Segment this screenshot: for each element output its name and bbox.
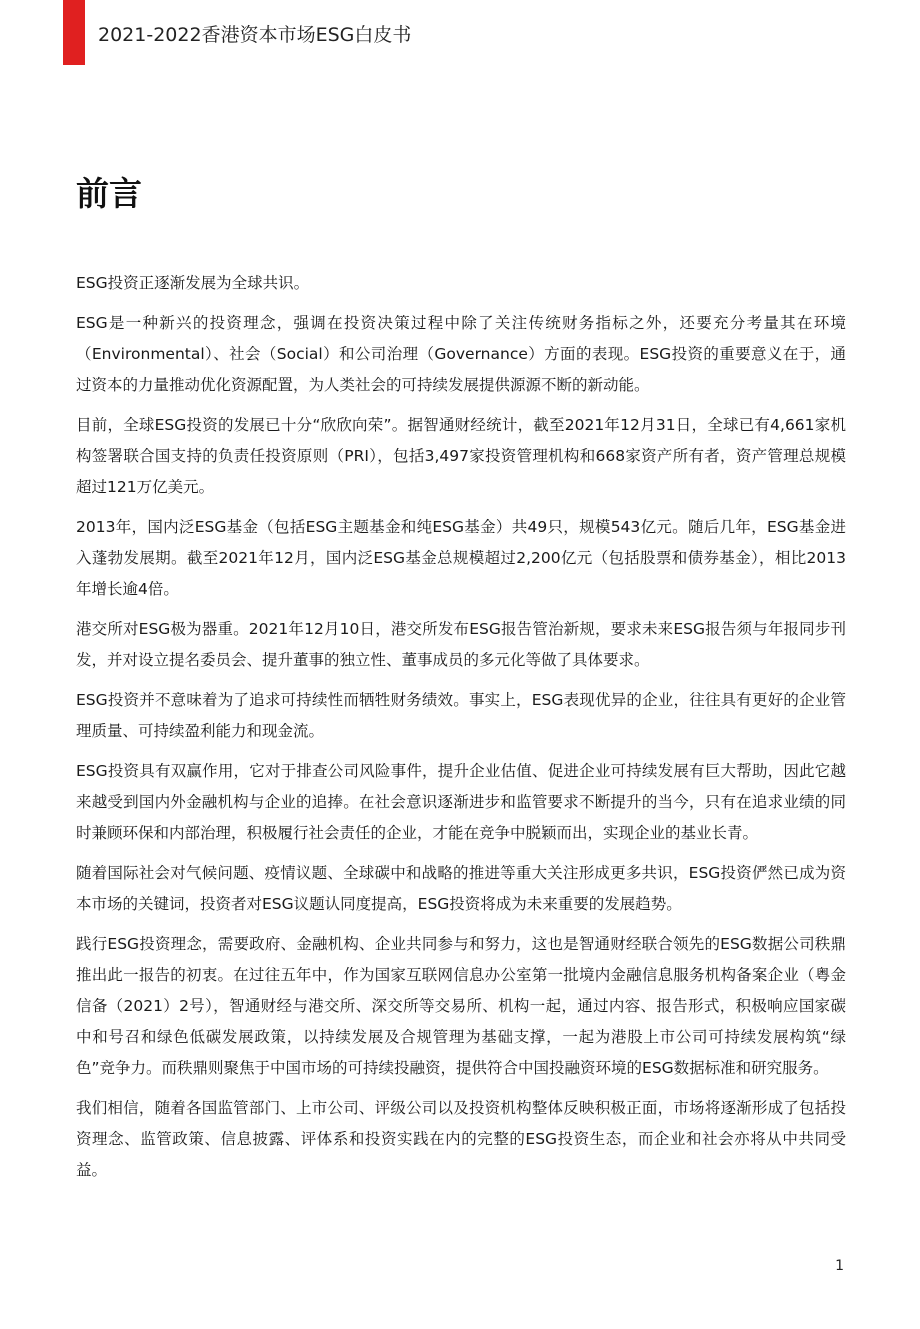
paragraph: 践行ESG投资理念，需要政府、金融机构、企业共同参与和努力，这也是智通财经联合领先的ESG数据公司秩鼎推出此一报告的初衷。在过往五年中，作为国家互联网信息办公室第一批境内金融信息服务机构备案企业（粤金信备（2021）2号），智通财经与港交所、深交所等交易所、机构一起，通过内容、报告形式，积极响应国家碳中和号召和绿色低碳发展政策，以持续发展及合规管理为基础支撑，一起为港股上市公司可持续发展构筑“绿色”竞争力。而秩鼎则聚焦于中国市场的可持续投融资，提供符合中国投融资环境的ESG数据标准和研究服务。 (76, 935, 846, 1077)
paragraph: ESG投资正逐渐发展为全球共识。 (76, 274, 310, 292)
paragraph: 2013年，国内泛ESG基金（包括ESG主题基金和纯ESG基金）共49只，规模543亿元。随后几年，ESG基金进入蓬勃发展期。截至2021年12月，国内泛ESG基金总规模超过2,200亿元（包括股票和债券基金），相比2013年增长逾4倍。 (76, 518, 846, 598)
document-header-title: 2021-2022香港资本市场ESG白皮书 (98, 24, 412, 46)
paragraph: 随着国际社会对气候问题、疫情议题、全球碳中和战略的推进等重大关注形成更多共识，ESG投资俨然已成为资本市场的关键词，投资者对ESG议题认同度提高，ESG投资将成为未来重要的发展趋势。 (76, 864, 846, 913)
paragraph: 我们相信，随着各国监管部门、上市公司、评级公司以及投资机构整体反映积极正面，市场将逐渐形成了包括投资理念、监管政策、信息披露、评体系和投资实践在内的完整的ESG投资生态，而企业和社会亦将从中共同受益。 (76, 1099, 846, 1179)
header-accent-bar (63, 0, 85, 65)
paragraph: ESG投资具有双赢作用，它对于排查公司风险事件，提升企业估值、促进企业可持续发展有巨大帮助，因此它越来越受到国内外金融机构与企业的追捧。在社会意识逐渐进步和监管要求不断提升的当今，只有在追求业绩的同时兼顾环保和内部治理，积极履行社会责任的企业，才能在竞争中脱颖而出，实现企业的基业长青。 (76, 762, 846, 842)
paragraph: ESG投资并不意味着为了追求可持续性而牺牲财务绩效。事实上，ESG表现优异的企业，往往具有更好的企业管理质量、可持续盈利能力和现金流。 (76, 691, 846, 740)
section-title: 前言 (76, 174, 142, 213)
paragraph: 港交所对ESG极为器重。2021年12月10日，港交所发布ESG报告管治新规，要求未来ESG报告须与年报同步刊发，并对设立提名委员会、提升董事的独立性、董事成员的多元化等做了具体要求。 (76, 620, 846, 669)
paragraph: 目前，全球ESG投资的发展已十分“欣欣向荣”。据智通财经统计，截至2021年12月31日，全球已有4,661家机构签署联合国支持的负责任投资原则（PRI），包括3,497家投资管理机构和668家资产所有者，资产管理总规模超过121万亿美元。 (76, 416, 846, 496)
section-body (76, 268, 846, 1195)
paragraph: ESG是一种新兴的投资理念，强调在投资决策过程中除了关注传统财务指标之外，还要充分考量其在环境（Environmental）、社会（Social）和公司治理（Governance）方面的表现。ESG投资的重要意义在于，通过资本的力量推动优化资源配置，为人类社会的可持续发展提供源源不断的新动能。 (76, 314, 846, 394)
page-number: 1 (835, 1258, 844, 1274)
